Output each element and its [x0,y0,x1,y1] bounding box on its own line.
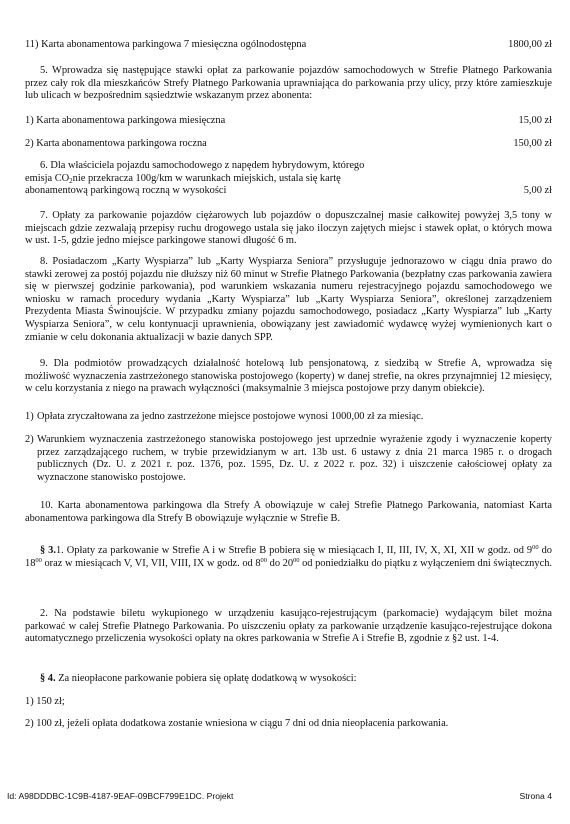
paragraph-9-item-1: 1) Opłata zryczałtowana za jedno zastrzeżone miejsce postojowe wynosi 1000,00 zł za miesiąc. [25,411,424,422]
fee-item-label: 2) Karta abonamentowa parkingowa roczna [25,138,207,149]
section-3-paragraph-2: 2. Na podstawie biletu wykupionego w urządzeniu kasująco-rejestrującym (parkomacie) wydającym bilet można parkować w całej Strefie Płatnego Parkowania. Po uiszczeniu opłaty za parkowanie urządzenie kasująco-rejestrujące dokona automatycznego przeliczenia wysokości opłaty na okres parkowania w Strefie A i Strefie B, zgodnie z §2 ust. 1-4. [25,608,552,645]
fee-item-roczna [25,138,552,151]
page-number: Strona 4 [519,791,552,801]
fee-item-karta-7-miesieczna [25,39,552,52]
fee-item-amount: 1800,00 zł [508,39,552,50]
paragraph-6: 6. Dla właściciela pojazdu samochodowego z napędem hybrydowym, którego emisja $CO_2nie$ przekracza 100g/km w warunkach miejskich, ustala się kartę abonamentową parkingową roczną w wysokości 5,00 zł [25,160,552,197]
section-4-item-2: 2) 100 zł, jeżeli opłata dodatkowa zostanie wniesiona w ciągu 7 dni od dnia nieopłacenia parkowania. [25,718,449,729]
section-4: § 4. Za nieopłacone parkowanie pobiera się opłatę dodatkową w wysokości: [40,673,357,684]
fee-item-label: 1) Karta abonamentowa parkingowa miesięczna [25,115,226,126]
fee-item-amount: 150,00 zł [513,138,552,149]
section-label: § 3. [40,545,56,556]
paragraph-8: 8. Posiadaczom „Karty Wyspiarza” lub „Karty Wyspiarza Seniora” przysługuje jednorazowo w ciągu dnia prawo do stawki zerowej za postój pojazdu nie dłuższy niż 60 minut w Strefie Płatnego Parkowania (bezpłatny czas parkowania zawiera się w pierwszej godzinie parkowania), pod warunkiem wskazania numeru rejestracyjnego pojazdu samochodowego we wniosku w ramach procedury wydania „Karty Wyspiarza” lub „Karty Wyspiarza Seniora”, określonej zarządzeniem Prezydenta Miasta Świnoujście. W przypadku zmiany pojazdu samochodowego, posiadacz „Karty Wyspiarza” lub „Karty Wyspiarza Seniora”, w celu kontynuacji uprawnienia, obowiązany jest zawiadomić wydawcę wyżej wymienionych kart o zmianie w celu dokonania aktualizacji w bazie danych SPP. [25,256,552,343]
section-4-item-1: 1) 150 zł; [25,696,65,707]
fee-item-amount: 5,00 zł [523,185,552,197]
fee-item-miesieczna [25,115,552,128]
paragraph-9: 9. Dla podmiotów prowadzących działalność hotelową lub pensjonatową, z siedzibą w Strefie A, wprowadza się możliwość wyznaczenia zastrzeżonego stanowiska postojowego (koperty) w danej strefie, na okres przynajmniej 12 miesięcy, w celu korzystania z niego na prawach wyłączności (maksymalnie 3 miejsca postojowe przy danym obiekcie). [25,358,552,395]
document-id: Id: A98DDDBC-1C9B-4187-9EAF-09BCF799E1DC. Projekt [7,791,234,801]
paragraph-5: 5. Wprowadza się następujące stawki opłat za parkowanie pojazdów samochodowych w Strefie Płatnego Parkowania przez cały rok dla mieszkańców Strefy Płatnego Parkowania uprawniająca do parkowania przy ulicy, przy które zamieszkuje lub ulicach w bezpośrednim sąsiedztwie wskazanym przez abonenta: [25,65,552,102]
section-label: § 4. [40,673,56,684]
paragraph-10: 10. Karta abonamentowa parkingowa dla Strefy A obowiązuje w całej Strefie Płatnego Parkowania, natomiast Karta abonamentowa parkingowa dla Strefy B obowiązuje wyłącznie w Strefie B. [25,500,552,524]
paragraph-9-item-2: 2) Warunkiem wyznaczenia zastrzeżonego stanowiska postojowego jest uprzednie wyrażenie zgody i wyznaczenie koperty przez zarządzającego ruchem, w trybie przewidzianym w art. 13b ust. 6 ustawy z dnia 21 marca 1985 r. o drogach publicznych (Dz. U. z 2021 r. poz. 1376, poz. 1595, Dz. U. z 2022 r. poz. 32) i uiszczenie całościowej opłaty za wyznaczone stanowisko postojowe. [25,434,552,483]
fee-item-amount: 15,00 zł [518,115,552,126]
paragraph-7: 7. Opłaty za parkowanie pojazdów ciężarowych lub pojazdów o dopuszczalnej masie całkowitej powyżej 3,5 tony w miejscach gdzie zezwalają przepisy ruchu drogowego ustala się jako iloczyn zajętych miejsc i stawek opłat, o których mowa w ust. 1-5, gdzie jedno miejsce parkingowe stanowi długość 6 m. [25,210,552,247]
section-3-paragraph-1: § 3.1. Opłaty za parkowanie w Strefie A i w Strefie B pobiera się w miesiącach I, II, III, IV, X, XI, XII w godz. od $9^{00}$ do $18^{00}$ oraz w miesiącach V, VI, VII, VIII, IX w godz. od $8^{00}$ do $20^{00}$ od poniedziałku do piątku z wyłączeniem dni świątecznych. [25,544,552,569]
fee-item-label: 11) Karta abonamentowa parkingowa 7 miesięczna ogólnodostępna [25,39,307,50]
